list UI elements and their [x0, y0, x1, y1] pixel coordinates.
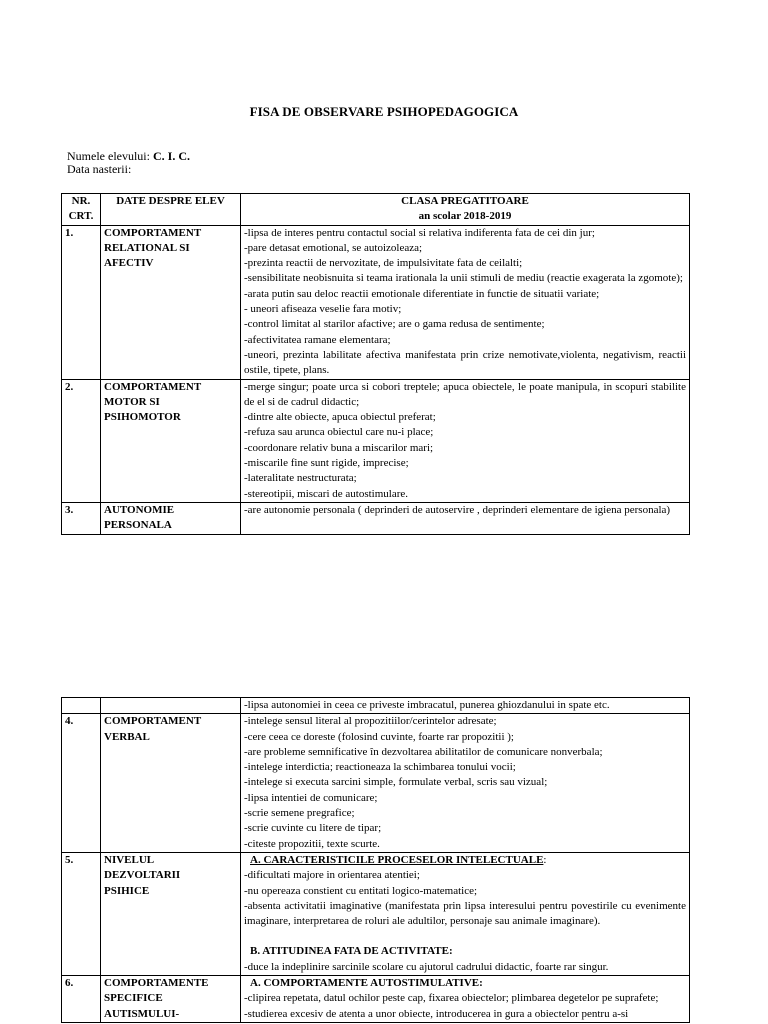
section-heading-b: B. ATITUDINEA FATA DE ACTIVITATE:: [250, 945, 453, 958]
section-heading-a: A. COMPORTAMENTE AUTOSTIMULATIVE:: [250, 977, 483, 990]
row-number: 3.: [62, 502, 101, 534]
row-number: 4.: [62, 714, 101, 853]
row-category: COMPORTAMENT MOTOR SI PSIHOMOTOR: [101, 379, 241, 502]
table-row: [62, 976, 690, 1023]
section-heading-a: A. CARACTERISTICILE PROCESELOR INTELECTUALE:: [250, 853, 547, 866]
row-category: AUTONOMIE PERSONALA: [101, 502, 241, 534]
row-description: -intelege sensul literal al propozitiilor/cerintelor adresate; -cere ceea ce doreste (folosind cuvinte, foarte rar propozitii ); -are probleme semnificative în dezvoltarea abilitatilor de comunicare nonverbala; -intelege interdictia; reactioneaza la schimbarea tonului vocii; -intelege si executa sarcini simple, formulate verbal, scris sau vizual; -lipsa intentiei de comunicare; -scrie semene pregrafice; -scrie cuvinte cu litere de tipar; -citeste propozitii, texte scurte.: [241, 714, 690, 853]
row-description: A. CARACTERISTICILE PROCESELOR INTELECTUALE: -dificultati majore in orientarea atentiei; -nu opereaza constient cu entitati logico-matematice; -absenta activitatii imaginative (manifestata prin lipsa interesului pentru povestirile cu evenimente imaginare, interpretarea de roluri ale adultilor, personaje sau animale imaginare). B. ATITUDINEA FATA DE ACTIVITATE: -duce la indeplinire sarcinile scolare cu ajutorul cadrului didactic, foarte rar singur.: [241, 852, 690, 975]
table-row: [62, 714, 690, 853]
observation-table-page2: [61, 697, 690, 1023]
table-row: [62, 225, 690, 379]
birth-date-label: Data nasterii:: [67, 162, 132, 176]
row-description: -are autonomie personala ( deprinderi de autoservire , deprinderi elementare de igiena personala): [241, 502, 690, 534]
student-name-value: C. I. C.: [152, 149, 190, 163]
table-header-row: [62, 194, 690, 226]
row-category: COMPORTAMENT VERBAL: [101, 714, 241, 853]
row-description: -lipsa autonomiei in ceea ce priveste imbracatul, punerea ghiozdanului in spate etc.: [241, 698, 690, 714]
table-row: [62, 379, 690, 502]
row-description: -lipsa de interes pentru contactul social si relativa indiferenta fata de cei din jur; -pare detasat emotional, se autoizoleaza; -prezinta reactii de nervozitate, de impulsivitate fata de ceilalti; -sensibilitate neobisnuita si teama irationala la unii stimuli de mediu (reactie exagerata la zgomote); -arata putin sau deloc reactii emotionale diferentiate in functie de situatii variate; - uneori afiseaza veselie fara motiv; -control limitat al starilor afactive; are o gama redusa de sentimente; -afectivitatea ramane elementara; -uneori, prezinta labilitate afectiva manifestata prin crize nemotivate,violenta, negativism, reactii ostile, tipete, plans.: [241, 225, 690, 379]
row-category: COMPORTAMENTE SPECIFICE AUTISMULUI-: [101, 976, 241, 1023]
student-name-label: Numele elevului:: [67, 149, 150, 163]
header-clasa: CLASA PREGATITOARE an scolar 2018-2019: [241, 194, 690, 226]
table-row: [62, 502, 690, 534]
header-nr-crt: NR. CRT.: [62, 194, 101, 226]
row-number: 5.: [62, 852, 101, 975]
observation-table-page1: [61, 193, 690, 535]
document-title: FISA DE OBSERVARE PSIHOPEDAGOGICA: [249, 104, 519, 119]
table-row: [62, 698, 690, 714]
row-number: 6.: [62, 976, 101, 1023]
row-category: NIVELUL DEZVOLTARII PSIHICE: [101, 852, 241, 975]
row-number: [62, 698, 101, 714]
row-description: -merge singur; poate urca si cobori treptele; apuca obiectele, le poate manipula, in scopuri stabilite de el si de cadrul didactic; -dintre alte obiecte, apuca obiectul preferat; -refuza sau arunca obiectul care nu-i place; -coordonare relativ buna a miscarilor mari; -miscarile fine sunt rigide, imprecise; -lateralitate nestructurata; -stereotipii, miscari de autostimulare.: [241, 379, 690, 502]
row-category: COMPORTAMENT RELATIONAL SI AFECTIV: [101, 225, 241, 379]
row-category: [101, 698, 241, 714]
row-description: A. COMPORTAMENTE AUTOSTIMULATIVE: -clipirea repetata, datul ochilor peste cap, fixarea obiectelor; plimbarea degetelor pe suprafete; -studierea excesiv de atenta a unor obiecte, introducerea in gura a obiectelor pentru a-si: [241, 976, 690, 1023]
header-date-elev: DATE DESPRE ELEV: [101, 194, 241, 226]
row-number: 1.: [62, 225, 101, 379]
row-number: 2.: [62, 379, 101, 502]
table-row: [62, 852, 690, 975]
